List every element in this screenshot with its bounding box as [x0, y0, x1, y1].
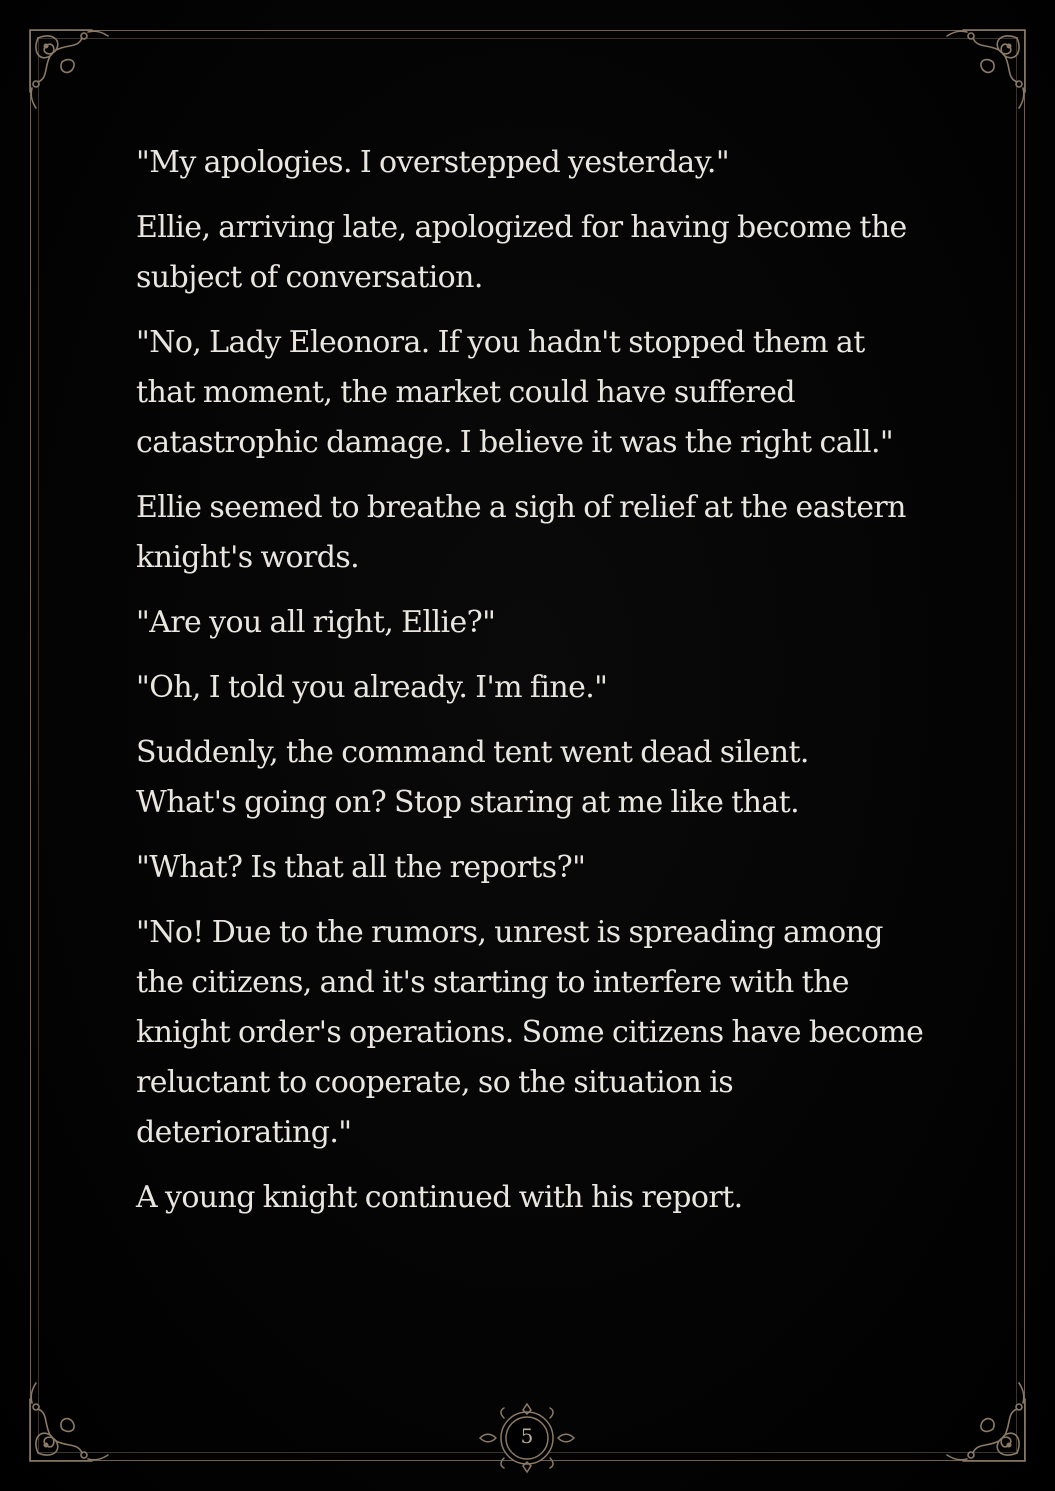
- story-text: [136, 138, 926, 1238]
- paragraph: "Oh, I told you already. I'm fine.": [136, 670, 608, 705]
- paragraph: A young knight continued with his report.: [136, 1180, 743, 1215]
- paragraph: Ellie seemed to breathe a sigh of relief at the eastern knight's words.: [136, 490, 906, 575]
- ornate-corner-icon: [941, 22, 1033, 114]
- paragraph: "My apologies. I overstepped yesterday.": [136, 145, 730, 180]
- paragraph: "Are you all right, Ellie?": [136, 605, 496, 640]
- paragraph: Ellie, arriving late, apologized for having become the subject of conversation.: [136, 210, 907, 295]
- page-number: 5: [520, 1424, 534, 1448]
- paragraph: "No! Due to the rumors, unrest is spreading among the citizens, and it's starting to interfere with the knight order's operations. Some citizens have become reluctant to cooperate, so the situation is deteriorating.": [136, 915, 924, 1150]
- paragraph: "What? Is that all the reports?": [136, 850, 586, 885]
- ornate-corner-icon: [941, 1377, 1033, 1469]
- page-number-badge: [476, 1392, 578, 1484]
- paragraph: "No, Lady Eleonora. If you hadn't stopped them at that moment, the market could have suffered catastrophic damage. I believe it was the right call.": [136, 325, 894, 460]
- ornate-corner-icon: [22, 1377, 114, 1469]
- ornate-corner-icon: [22, 22, 114, 114]
- paragraph: Suddenly, the command tent went dead silent. What's going on? Stop staring at me like that.: [136, 735, 809, 820]
